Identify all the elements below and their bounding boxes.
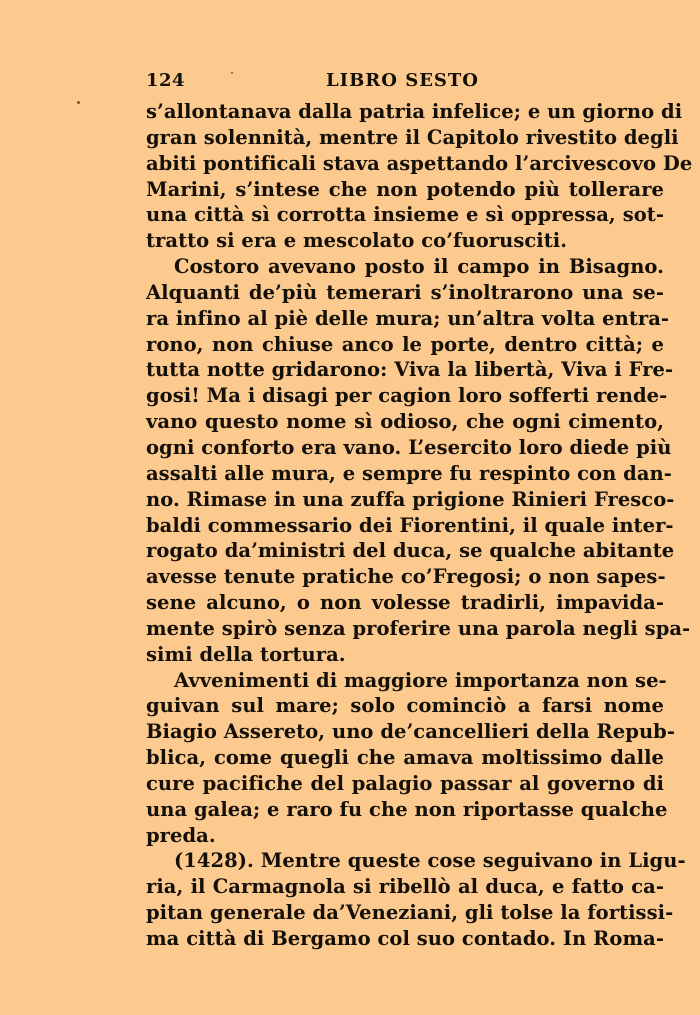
text-line: guivan sul mare; solo cominciò a farsi nome [146,694,664,718]
text-line: ra infino al piè delle mura; un’altra volta entra- [146,306,670,330]
text-line: mente spirò senza proferire una parola negli spa- [146,616,691,640]
body-text [146,99,693,952]
text-line: assalti alle mura, e sempre fu respinto con dan- [146,461,672,485]
text-line: una città sì corrotta insieme e sì oppressa, sot- [146,203,664,227]
text-line: ma città di Bergamo col suo contado. In Roma- [146,927,664,950]
text-line: s’allontanava dalla patria infelice; e un giorno di [146,100,683,123]
text-line: pitan generale da’Veneziani, gli tolse la fortissi- [146,901,674,925]
text-line: no. Rimase in una zuffa prigione Rinieri Fresco- [146,487,675,511]
text-line: Costoro avevano posto il campo in Bisagno. [174,255,664,279]
text-line: rono, non chiuse anco le porte, dentro città; e [146,332,664,356]
text-line: ogni conforto era vano. L’esercito loro diede più [146,435,672,459]
text-line: Alquanti de’più temerari s’inoltrarono una se- [146,280,664,304]
text-line: gosi! Ma i disagi per cagion loro sofferti rende- [146,384,668,408]
page-header [146,70,646,98]
text-line: abiti pontificali stava aspettando l’arcivescovo De [146,151,693,175]
text-line: Marini, s’intese che non potendo più tollerare [146,177,664,201]
text-line: simi della tortura. [146,642,346,666]
text-line: baldi commessario dei Fiorentini, il quale inter- [146,513,674,537]
text-line: vano questo nome sì odioso, che ogni cimento, [146,410,664,434]
page-number: 124 [146,70,186,91]
text-line: una galea; e raro fu che non riportasse qualche [146,797,668,821]
text-line: preda. [146,823,216,847]
text-line: gran solennità, mentre il Capitolo rivestito degli [146,125,679,149]
text-line: blica, come quegli che amava moltissimo dalle [146,746,664,770]
text-line: Biagio Assereto, uno de’cancellieri della Repub- [146,720,676,744]
text-line: Avvenimenti di maggiore importanza non se- [174,668,667,692]
text-line: ria, il Carmagnola si ribellò al duca, e fatto ca- [146,875,664,899]
text-line: cure pacifiche del palagio passar al governo di [146,771,664,795]
text-line: avesse tenute pratiche co’Fregosi; o non sapes- [146,565,666,589]
text-line: tutta notte gridarono: Viva la libertà, Viva i Fre- [146,358,674,382]
margin-speck [77,101,80,104]
running-title: LIBRO SESTO [326,70,479,91]
text-line: sene alcuno, o non volesse tradirli, impavida- [146,591,664,615]
text-line: (1428). Mentre queste cose seguivano in Ligu- [174,849,686,873]
text-line: tratto si era e mescolato co’fuorusciti. [146,229,568,253]
text-line: rogato da’ministri del duca, se qualche abitante [146,539,675,563]
